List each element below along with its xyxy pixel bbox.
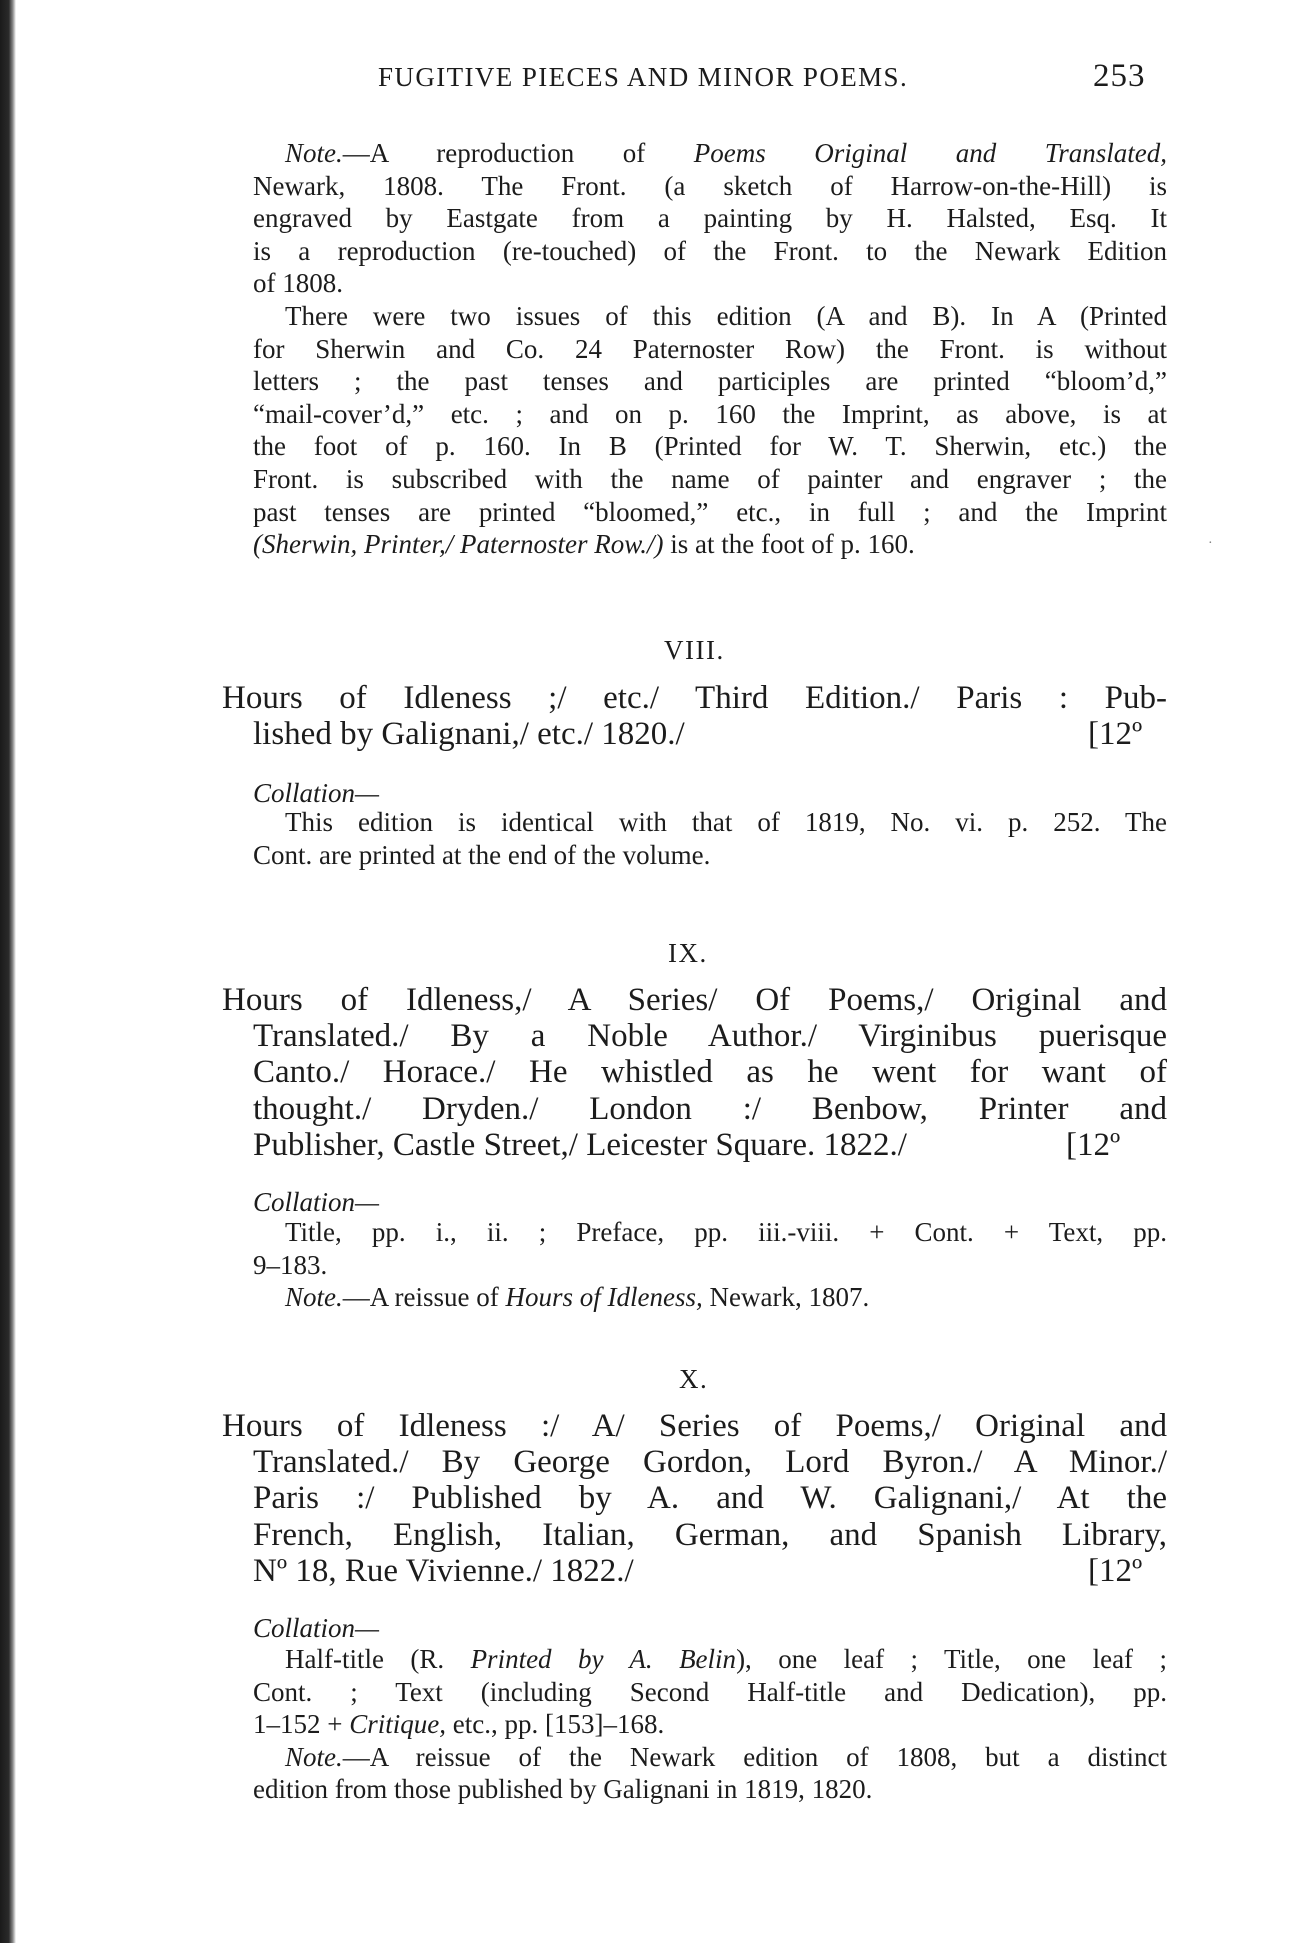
- issues-line: the foot of p. 160. In B (Printed for W. T. Sherwin, etc.) the: [253, 431, 1167, 462]
- title-line: Translated./ By a Noble Author./ Virginibus puerisque: [253, 1018, 1167, 1055]
- issues-paragraph: [253, 300, 1167, 561]
- collation-line: This edition is identical with that of 1819, No. vi. p. 252. The: [285, 807, 1167, 837]
- title-line: Hours of Idleness :/ A/ Series of Poems,/ Original and: [222, 1408, 1167, 1444]
- title-line: Canto./ Horace./ He whistled as he went for want of: [253, 1054, 1167, 1091]
- note-line: edition from those published by Galignani in 1819, 1820.: [253, 1774, 873, 1805]
- collation-line: Cont. are printed at the end of the volume.: [253, 839, 711, 870]
- top-note-line: of 1808.: [253, 268, 343, 299]
- section-ix-title: [222, 982, 1167, 1163]
- note-label: Note.: [285, 1282, 343, 1313]
- issues-line: There were two issues of this edition (A and B). In A (Printed: [285, 301, 1167, 331]
- issues-line: past tenses are printed “bloomed,” etc., in full ; and the Imprint: [253, 496, 1167, 527]
- section-number-ix: IX.: [668, 938, 708, 968]
- title-line: Hours of Idleness ;/ etc./ Third Edition./ Paris : Pub-: [222, 680, 1167, 716]
- format-mark: [12º: [1088, 716, 1143, 752]
- section-ix-collation: [253, 1216, 1167, 1314]
- top-note-line: Newark, 1808. The Front. (a sketch of Harrow-on-the-Hill) is: [253, 170, 1167, 201]
- note-label: Note.: [285, 1741, 343, 1772]
- title-line: Nº 18, Rue Vivienne./ 1822./: [253, 1552, 634, 1589]
- title-line: Hours of Idleness,/ A Series/ Of Poems,/ Original and: [222, 982, 1167, 1018]
- margin-speck: ·: [1208, 536, 1213, 551]
- top-note-line: engraved by Eastgate from a painting by H. Halsted, Esq. It: [253, 203, 1167, 234]
- section-number-viii: VIII.: [664, 635, 725, 665]
- running-title: FUGITIVE PIECES AND MINOR POEMS.: [378, 62, 909, 92]
- title-line: Paris :/ Published by A. and W. Galignani,/ At the: [253, 1480, 1167, 1517]
- issues-line: Front. is subscribed with the name of painter and engraver ; the: [253, 463, 1167, 494]
- note-label: Note.: [285, 138, 343, 168]
- format-mark: [12º: [1066, 1127, 1121, 1163]
- collation-line: Title, pp. i., ii. ; Preface, pp. iii.-viii. + Cont. + Text, pp.: [285, 1217, 1167, 1247]
- title-line: Publisher, Castle Street,/ Leicester Square. 1822./: [253, 1126, 907, 1163]
- issues-line: for Sherwin and Co. 24 Paternoster Row) the Front. is without: [253, 333, 1167, 364]
- issues-line: letters ; the past tenses and participles are printed “bloom’d,”: [253, 366, 1167, 397]
- page-number: 253: [1093, 58, 1146, 94]
- title-line: lished by Galignani,/ etc./ 1820./: [253, 716, 685, 753]
- collation-label: Collation—: [253, 1187, 380, 1217]
- collation-label: Collation—: [253, 1613, 380, 1643]
- top-note-line: is a reproduction (re-touched) of the Front. to the Newark Edition: [253, 235, 1167, 266]
- section-x-collation: [253, 1643, 1167, 1806]
- note-line: Note.—A reissue of Hours of Idleness, Newark, 1807.: [285, 1282, 870, 1313]
- title-line: French, English, Italian, German, and Spanish Library,: [253, 1516, 1167, 1553]
- issues-line: “mail-cover’d,” etc. ; and on p. 160 the Imprint, as above, is at: [253, 398, 1167, 429]
- collation-line: 1–152 + Critique, etc., pp. [153]–168.: [253, 1709, 665, 1740]
- collation-label: Collation—: [253, 778, 380, 808]
- section-viii-collation: [253, 806, 1167, 871]
- issues-line-imprint: (Sherwin, Printer,/ Paternoster Row./) is at the foot of p. 160.: [253, 529, 915, 560]
- collation-line: Half-title (R. Printed by A. Belin), one leaf ; Title, one leaf ;: [285, 1644, 1167, 1674]
- section-number-x: X.: [679, 1364, 709, 1394]
- title-line: thought./ Dryden./ London :/ Benbow, Printer and: [253, 1090, 1167, 1127]
- format-mark: [12º: [1088, 1553, 1143, 1589]
- note-line: Note.—A reissue of the Newark edition of 1808, but a distinct: [285, 1741, 1167, 1772]
- collation-line: Cont. ; Text (including Second Half-title and Dedication), pp.: [253, 1676, 1167, 1707]
- section-viii-title: [222, 680, 1167, 752]
- title-line: Translated./ By George Gordon, Lord Byron./ A Minor./: [253, 1444, 1167, 1481]
- top-note-line: Note.—A reproduction of Poems Original and Translated,: [285, 138, 1168, 168]
- collation-line: 9–183.: [253, 1249, 328, 1280]
- section-x-title: [222, 1408, 1167, 1589]
- top-note: [253, 137, 1167, 300]
